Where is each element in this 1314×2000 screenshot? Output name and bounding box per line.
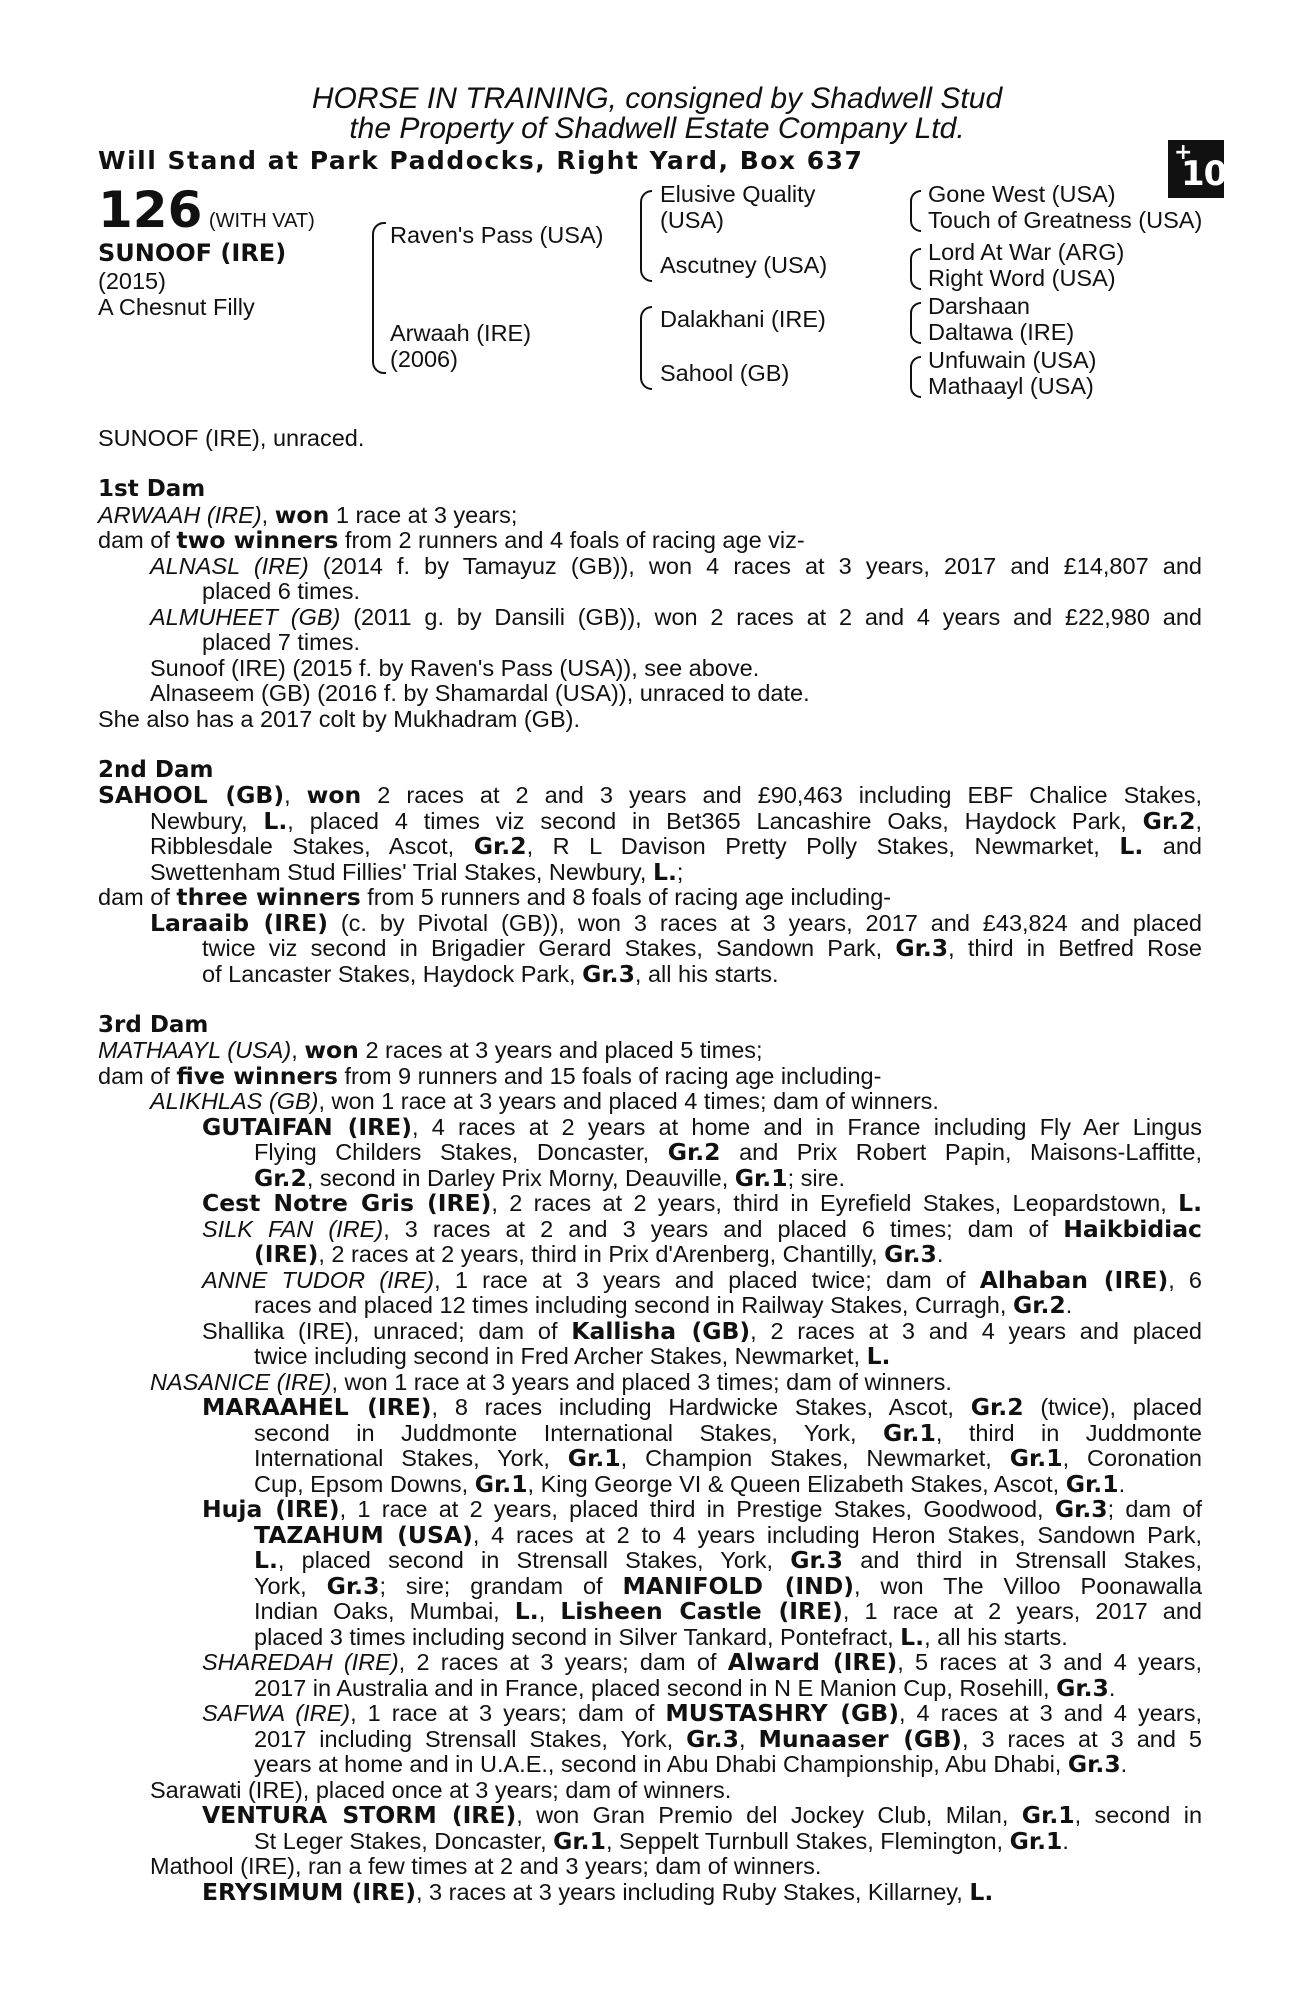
- pedigree-g5: Darshaan: [928, 293, 1030, 319]
- produce-maraahel-2: second in Juddmonte International Stakes, York, Gr.1, third in Juddmonte: [254, 1419, 1202, 1447]
- produce-huja-6: placed 3 times including second in Silver Tankard, Pontefract, L., all his starts.: [254, 1623, 1068, 1651]
- pedigree-g4: Right Word (USA): [928, 265, 1116, 291]
- brace-g3: [910, 302, 921, 344]
- produce-alnaseem: Alnaseem (GB) (2016 f. by Shamardal (USA)), unraced to date.: [150, 680, 810, 706]
- produce-alikhlas: ALIKHLAS (GB), won 1 race at 3 years and placed 4 times; dam of winners.: [150, 1088, 939, 1114]
- produce-alnasl: ALNASL (IRE) (2014 f. by Tamayuz (GB)), won 4 races at 3 years, 2017 and £14,807 and: [150, 553, 1202, 579]
- pedigree-sire: Raven's Pass (USA): [390, 222, 604, 248]
- vat-note: (WITH VAT): [208, 210, 315, 232]
- produce-maraahel-1: MARAAHEL (IRE), 8 races including Hardwicke Stakes, Ascot, Gr.2 (twice), placed: [202, 1393, 1203, 1421]
- horse-year: (2015): [98, 268, 166, 294]
- produce-huja-2: TAZAHUM (USA), 4 races at 2 to 4 years including Heron Stakes, Sandown Park,: [254, 1521, 1202, 1549]
- badge-number: 10: [1181, 154, 1227, 194]
- pedigree-g8: Mathaayl (USA): [928, 373, 1094, 399]
- pedigree-dam-sire: Dalakhani (IRE): [660, 306, 826, 332]
- produce-gutaifan-2: Flying Childers Stakes, Doncaster, Gr.2 and Prix Robert Papin, Maisons-Laffitte,: [254, 1138, 1203, 1166]
- brace-parents: [372, 222, 386, 374]
- second-dam-line-1: SAHOOL (GB), won 2 races at 2 and 3 years and £90,463 including EBF Chalice Stakes,: [98, 781, 1203, 809]
- produce-alnasl-cont: placed 6 times.: [202, 578, 361, 604]
- horse-summary: SUNOOF (IRE), unraced.: [98, 425, 365, 451]
- produce-laraaib: Laraaib (IRE) (c. by Pivotal (GB)), won 3 races at 3 years, 2017 and £43,824 and placed: [150, 909, 1202, 937]
- third-dam-heading: 3rd Dam: [98, 1012, 209, 1038]
- produce-ventura-storm-2: St Leger Stakes, Doncaster, Gr.1, Seppelt Turnbull Stakes, Flemington, Gr.1.: [254, 1827, 1069, 1855]
- brace-sire: [640, 190, 652, 282]
- pedigree-sire-sire-country: (USA): [660, 207, 724, 233]
- produce-ventura-storm-1: VENTURA STORM (IRE), won Gran Premio del Jockey Club, Milan, Gr.1, second in: [202, 1801, 1203, 1829]
- second-dam-line-2: Newbury, L., placed 4 times viz second in Bet365 Lancashire Oaks, Haydock Park, Gr.2,: [150, 807, 1202, 835]
- produce-almuheet-cont: placed 7 times.: [202, 629, 361, 655]
- brace-g4: [910, 356, 921, 398]
- pedigree-g3: Lord At War (ARG): [928, 239, 1125, 265]
- produce-colt: She also has a 2017 colt by Mukhadram (GB).: [98, 706, 580, 732]
- page-title: HORSE IN TRAINING, consigned by Shadwell Stud: [311, 82, 1003, 115]
- produce-huja-5: Indian Oaks, Mumbai, L., Lisheen Castle (IRE), 1 race at 2 years, 2017 and: [254, 1597, 1202, 1625]
- horse-name: SUNOOF (IRE): [98, 239, 287, 267]
- pedigree-g2: Touch of Greatness (USA): [928, 207, 1203, 233]
- second-dam-line-3: Ribblesdale Stakes, Ascot, Gr.2, R L Davison Pretty Polly Stakes, Newmarket, L. and: [150, 832, 1203, 860]
- second-dam-line-4: Swettenham Stud Fillies' Trial Stakes, Newbury, L.;: [150, 858, 684, 886]
- third-dam-line-1: MATHAAYL (USA), won 2 races at 3 years and placed 5 times;: [98, 1036, 763, 1064]
- produce-maraahel-4: Cup, Epsom Downs, Gr.1, King George VI & Queen Elizabeth Stakes, Ascot, Gr.1.: [254, 1470, 1126, 1498]
- produce-nasanice: NASANICE (IRE), won 1 race at 3 years and placed 3 times; dam of winners.: [150, 1369, 952, 1395]
- first-dam-produce-summary: dam of two winners from 2 runners and 4 foals of racing age viz-: [98, 526, 805, 554]
- brace-dam: [640, 306, 652, 390]
- pedigree-sire-dam: Ascutney (USA): [660, 252, 828, 278]
- pedigree-dam-dam: Sahool (GB): [660, 360, 790, 386]
- stand-location: Will Stand at Park Paddocks, Right Yard, Box 637: [98, 146, 864, 175]
- produce-almuheet: ALMUHEET (GB) (2011 g. by Dansili (GB)), won 2 races at 2 and 4 years and £22,980 and: [150, 604, 1202, 630]
- badge-plus: +: [1174, 140, 1193, 165]
- pedigree-g7: Unfuwain (USA): [928, 347, 1097, 373]
- first-dam-heading: 1st Dam: [98, 476, 206, 502]
- pedigree-g1: Gone West (USA): [928, 181, 1116, 207]
- produce-cest-notre-gris: Cest Notre Gris (IRE), 2 races at 2 years, third in Eyrefield Stakes, Leopardstown, L.: [202, 1189, 1203, 1217]
- pedigree-dam: Arwaah (IRE): [390, 320, 532, 346]
- pedigree-dam-year: (2006): [390, 346, 458, 372]
- produce-shallika-1: Shallika (IRE), unraced; dam of Kallisha (GB), 2 races at 3 and 4 years and placed: [202, 1317, 1202, 1345]
- lot-number-line: [98, 182, 315, 238]
- lot-badge: [1168, 140, 1227, 198]
- produce-sharedah-2: 2017 in Australia and in France, placed second in N E Manion Cup, Rosehill, Gr.3.: [254, 1674, 1116, 1702]
- produce-erysimum: ERYSIMUM (IRE), 3 races at 3 years including Ruby Stakes, Killarney, L.: [202, 1878, 994, 1906]
- produce-sunoof: Sunoof (IRE) (2015 f. by Raven's Pass (USA)), see above.: [150, 655, 760, 681]
- produce-anne-tudor-1: ANNE TUDOR (IRE), 1 race at 3 years and placed twice; dam of Alhaban (IRE), 6: [202, 1266, 1202, 1294]
- produce-anne-tudor-2: races and placed 12 times including second in Railway Stakes, Curragh, Gr.2.: [254, 1291, 1073, 1319]
- page-subtitle: the Property of Shadwell Estate Company Ltd.: [349, 112, 965, 145]
- horse-description: A Chesnut Filly: [98, 294, 255, 320]
- pedigree-sire-sire: Elusive Quality: [660, 181, 816, 207]
- brace-g1: [910, 190, 921, 232]
- produce-gutaifan-1: GUTAIFAN (IRE), 4 races at 2 years at home and in France including Fly Aer Lingus: [202, 1113, 1203, 1141]
- produce-sharedah-1: SHAREDAH (IRE), 2 races at 3 years; dam of Alward (IRE), 5 races at 3 and 4 years,: [202, 1648, 1203, 1676]
- produce-silk-fan-1: SILK FAN (IRE), 3 races at 2 and 3 years and placed 6 times; dam of Haikbidiac: [202, 1215, 1202, 1243]
- first-dam-line: ARWAAH (IRE), won 1 race at 3 years;: [98, 501, 518, 529]
- lot-number: 126: [98, 181, 203, 239]
- produce-huja-1: Huja (IRE), 1 race at 2 years, placed third in Prestige Stakes, Goodwood, Gr.3; dam of: [202, 1495, 1202, 1523]
- produce-safwa-2: 2017 including Strensall Stakes, York, Gr.3, Munaaser (GB), 3 races at 3 and 5: [254, 1725, 1202, 1753]
- produce-safwa-1: SAFWA (IRE), 1 race at 3 years; dam of MUSTASHRY (GB), 4 races at 3 and 4 years,: [202, 1699, 1202, 1727]
- produce-safwa-3: years at home and in U.A.E., second in Abu Dhabi Championship, Abu Dhabi, Gr.3.: [254, 1750, 1128, 1778]
- pedigree-g6: Daltawa (IRE): [928, 319, 1075, 345]
- produce-silk-fan-2: (IRE), 2 races at 2 years, third in Prix d'Arenberg, Chantilly, Gr.3.: [254, 1240, 944, 1268]
- produce-sarawati: Sarawati (IRE), placed once at 3 years; dam of winners.: [150, 1777, 732, 1803]
- produce-maraahel-3: International Stakes, York, Gr.1, Champion Stakes, Newmarket, Gr.1, Coronation: [254, 1444, 1202, 1472]
- produce-laraaib-cont-2: of Lancaster Stakes, Haydock Park, Gr.3, all his starts.: [202, 960, 779, 988]
- second-dam-heading: 2nd Dam: [98, 757, 214, 783]
- produce-huja-4: York, Gr.3; sire; grandam of MANIFOLD (IND), won The Villoo Poonawalla: [254, 1572, 1203, 1600]
- produce-laraaib-cont-1: twice viz second in Brigadier Gerard Stakes, Sandown Park, Gr.3, third in Betfred Rose: [202, 934, 1203, 962]
- brace-g2: [910, 248, 921, 290]
- produce-shallika-2: twice including second in Fred Archer Stakes, Newmarket, L.: [254, 1342, 891, 1370]
- produce-huja-3: L., placed second in Strensall Stakes, York, Gr.3 and third in Strensall Stakes,: [254, 1546, 1203, 1574]
- third-dam-produce-summary: dam of five winners from 9 runners and 15 foals of racing age including-: [98, 1062, 882, 1090]
- produce-gutaifan-3: Gr.2, second in Darley Prix Morny, Deauville, Gr.1; sire.: [254, 1164, 846, 1192]
- produce-mathool: Mathool (IRE), ran a few times at 2 and 3 years; dam of winners.: [150, 1853, 822, 1879]
- second-dam-produce-summary: dam of three winners from 5 runners and 8 foals of racing age including-: [98, 883, 892, 911]
